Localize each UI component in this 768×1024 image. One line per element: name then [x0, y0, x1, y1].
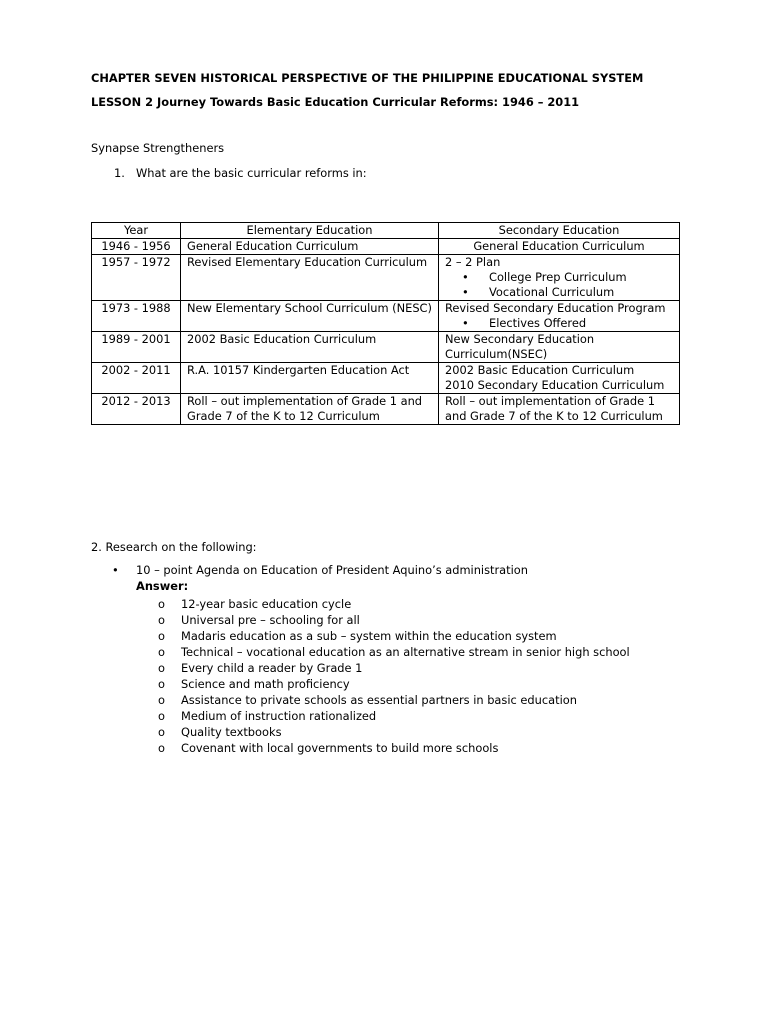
table-row [92, 332, 680, 363]
list-item [158, 644, 630, 660]
research-heading: 2. Research on the following: [91, 540, 257, 554]
secondary-cell-text: Revised Secondary Education Program [445, 301, 666, 315]
secondary-cell [439, 301, 680, 332]
agenda-topic: 10 – point Agenda on Education of President Aquino’s administration [136, 563, 528, 577]
secondary-bullet-item: • Vocational Curriculum [445, 285, 673, 300]
answer-list [158, 596, 630, 756]
year-cell: 2002 - 2011 [92, 363, 181, 394]
year-cell: 1989 - 2001 [92, 332, 181, 363]
table-row [92, 301, 680, 332]
question-number: 1. [114, 166, 125, 180]
list-item [158, 740, 630, 756]
list-item [158, 612, 630, 628]
lesson-title: LESSON 2 Journey Towards Basic Education Curricular Reforms: 1946 – 2011 [91, 95, 580, 109]
list-item [158, 596, 630, 612]
secondary-cell [439, 363, 680, 394]
year-cell: 2012 - 2013 [92, 394, 181, 425]
table-row [92, 239, 680, 255]
sub-bullet-marker: o [158, 629, 165, 643]
list-item [158, 708, 630, 724]
list-item [158, 676, 630, 692]
elementary-cell: 2002 Basic Education Curriculum [181, 332, 439, 363]
elementary-cell: New Elementary School Curriculum (NESC) [181, 301, 439, 332]
sub-bullet-marker: o [158, 741, 165, 755]
sub-bullet-marker: o [158, 613, 165, 627]
list-item [158, 628, 630, 644]
year-cell: 1957 - 1972 [92, 255, 181, 301]
section-heading: Synapse Strengtheners [91, 141, 225, 155]
question-1 [114, 166, 367, 181]
sub-bullet-marker: o [158, 709, 165, 723]
answer-text: Science and math proficiency [181, 677, 350, 691]
sub-bullet-marker: o [158, 661, 165, 675]
answer-text: Technical – vocational education as an alternative stream in senior high school [181, 645, 630, 659]
answer-text: Assistance to private schools as essential partners in basic education [181, 693, 577, 707]
elementary-cell: General Education Curriculum [181, 239, 439, 255]
table-row [92, 255, 680, 301]
list-item [158, 724, 630, 740]
sub-bullet-marker: o [158, 725, 165, 739]
table-header-elementary: Elementary Education [181, 223, 439, 239]
table-row [92, 363, 680, 394]
chapter-title: CHAPTER SEVEN HISTORICAL PERSPECTIVE OF THE PHILIPPINE EDUCATIONAL SYSTEM [91, 71, 644, 85]
elementary-cell: Roll – out implementation of Grade 1 and Grade 7 of the K to 12 Curriculum [181, 394, 439, 425]
table-header-year: Year [92, 223, 181, 239]
table-header-secondary: Secondary Education [439, 223, 680, 239]
answer-text: Madaris education as a sub – system within the education system [181, 629, 557, 643]
sub-bullet-marker: o [158, 645, 165, 659]
question-text: What are the basic curricular reforms in: [136, 166, 367, 180]
bullet-marker: • [112, 563, 119, 577]
secondary-bullet-list [445, 270, 673, 300]
answer-text: Universal pre – schooling for all [181, 613, 360, 627]
curricular-reforms-table [91, 222, 680, 425]
answer-label: Answer: [136, 579, 189, 593]
answer-text: Medium of instruction rationalized [181, 709, 377, 723]
elementary-cell: R.A. 10157 Kindergarten Education Act [181, 363, 439, 394]
secondary-cell: New Secondary Education Curriculum(NSEC) [439, 332, 680, 363]
sub-bullet-marker: o [158, 677, 165, 691]
elementary-cell: Revised Elementary Education Curriculum [181, 255, 439, 301]
secondary-cell: Roll – out implementation of Grade 1 and Grade 7 of the K to 12 Curriculum [439, 394, 680, 425]
sub-bullet-marker: o [158, 597, 165, 611]
year-cell: 1946 - 1956 [92, 239, 181, 255]
answer-text: Every child a reader by Grade 1 [181, 661, 363, 675]
secondary-cell: General Education Curriculum [439, 239, 680, 255]
secondary-bullet-item: • College Prep Curriculum [445, 270, 673, 285]
sub-bullet-marker: o [158, 693, 165, 707]
table-header-row [92, 223, 680, 239]
answer-text: 12-year basic education cycle [181, 597, 352, 611]
list-item [158, 692, 630, 708]
table-row [92, 394, 680, 425]
year-cell: 1973 - 1988 [92, 301, 181, 332]
secondary-cell [439, 255, 680, 301]
secondary-bullet-item: • Electives Offered [445, 316, 673, 331]
secondary-cell-text: 2 – 2 Plan [445, 255, 501, 269]
secondary-cell-extra: 2010 Secondary Education Curriculum [445, 378, 665, 392]
secondary-bullet-list [445, 316, 673, 331]
answer-text: Quality textbooks [181, 725, 282, 739]
secondary-cell-text: 2002 Basic Education Curriculum [445, 363, 635, 377]
list-item [158, 660, 630, 676]
answer-text: Covenant with local governments to build more schools [181, 741, 499, 755]
